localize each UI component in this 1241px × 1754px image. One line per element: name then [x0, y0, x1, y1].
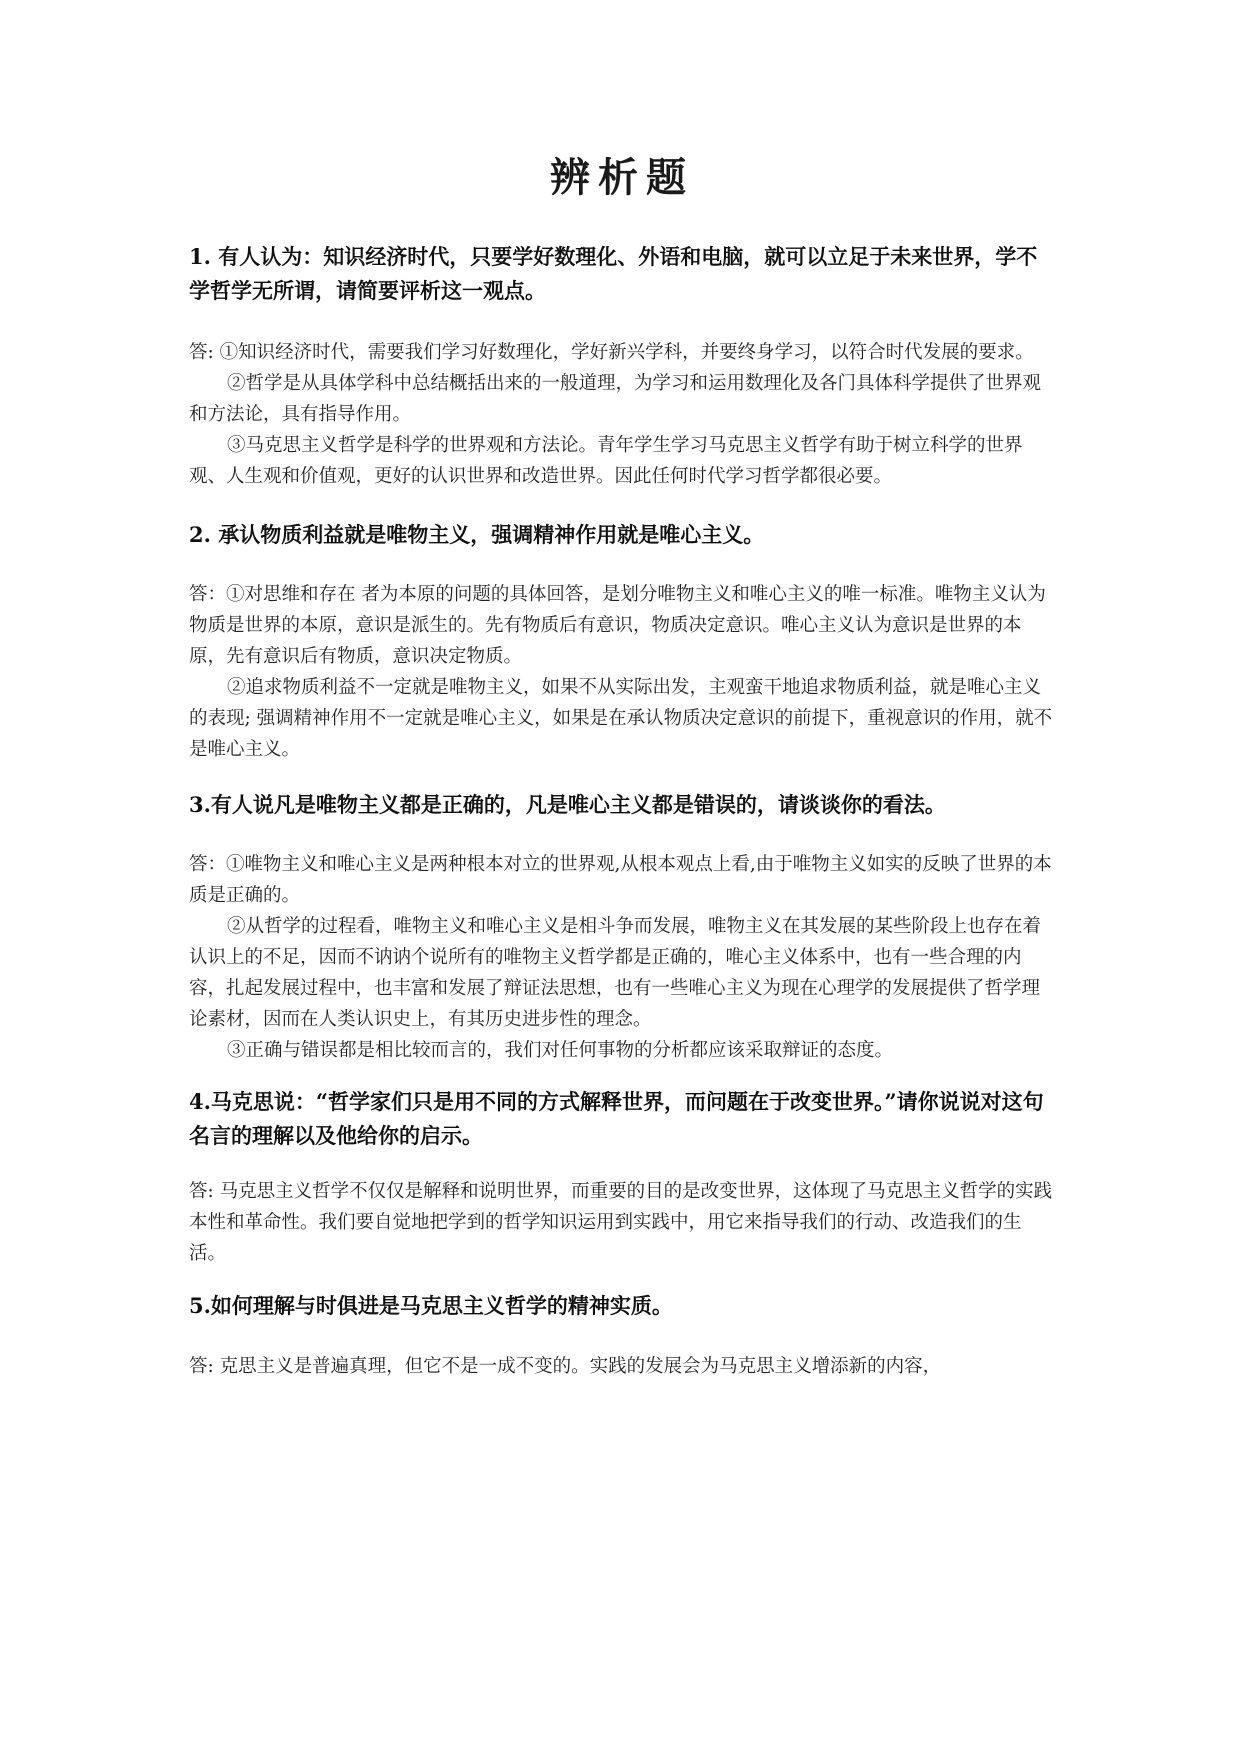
answer-2-paragraph-1: 答：①对思维和存在 者为本原的问题的具体回答，是划分唯物主义和唯心主义的唯一标准。唯物主义认为物质是世界的本原，意识是派生的。先有物质后有意识，物质决定意识。唯心主义认为意识是世界的本原，先有意识后有物质，意识决定物质。	[189, 584, 1046, 667]
answer-1	[189, 337, 1055, 492]
answer-5	[189, 1351, 1055, 1382]
answer-4-paragraph-1: 答: 马克思主义哲学不仅仅是解释和说明世界，而重要的目的是改变世界，这体现了马克思主义哲学的实践本性和革命性。我们要自觉地把学到的哲学知识运用到实践中，用它来指导我们的行动、改造我们的生活。	[189, 1181, 1053, 1264]
document-title: 辨析题	[550, 154, 694, 201]
question-1: 1. 有人认为：知识经济时代，只要学好数理化、外语和电脑，就可以立足于未来世界，学不学哲学无所谓，请简要评析这一观点。	[189, 244, 1038, 303]
question-5: 5.如何理解与时俱进是马克思主义哲学的精神实质。	[189, 1293, 673, 1318]
answer-1-paragraph-2: ②哲学是从具体学科中总结概括出来的一般道理，为学习和运用数理化及各门具体科学提供了世界观和方法论，具有指导作用。	[189, 373, 1042, 425]
question-2: 2. 承认物质利益就是唯物主义，强调精神作用就是唯心主义。	[189, 522, 765, 547]
answer-3-paragraph-1: 答：①唯物主义和唯心主义是两种根本对立的世界观,从根本观点上看,由于唯物主义如实的反映了世界的本质是正确的。	[189, 854, 1052, 906]
answer-1-paragraph-3: ③马克思主义哲学是科学的世界观和方法论。青年学生学习马克思主义哲学有助于树立科学的世界观、人生观和价值观，更好的认识世界和改造世界。因此任何时代学习哲学都很必要。	[189, 435, 1023, 487]
answer-1-paragraph-1: 答: ①知识经济时代，需要我们学习好数理化，学好新兴学科，并要终身学习，以符合时代发展的要求。	[189, 342, 1034, 363]
answer-2-paragraph-2: ②追求物质利益不一定就是唯物主义，如果不从实际出发，主观蛮干地追求物质利益，就是唯心主义的表现; 强调精神作用不一定就是唯心主义，如果是在承认物质决定意识的前提下，重视意识的作用，就不是唯心主义。	[189, 677, 1053, 760]
answer-3-paragraph-2: ②从哲学的过程看，唯物主义和唯心主义是相斗争而发展，唯物主义在其发展的某些阶段上也存在着认识上的不足，因而不讷讷个说所有的唯物主义哲学都是正确的，唯心主义体系中，也有一些合理的内容，扎起发展过程中，也丰富和发展了辩证法思想，也有一些唯心主义为现在心理学的发展提供了哲学理论素材，因而在人类认识史上，有其历史进步性的理念。	[189, 916, 1042, 1030]
question-4: 4.马克思说：“哲学家们只是用不同的方式解释世界，而问题在于改变世界。”请你说说对这句名言的理解以及他给你的启示。	[189, 1089, 1044, 1148]
answer-3-paragraph-3: ③正确与错误都是相比较而言的，我们对任何事物的分析都应该采取辩证的态度。	[227, 1040, 894, 1061]
answer-3	[189, 849, 1055, 1066]
answer-5-paragraph-1: 答: 克思主义是普遍真理，但它不是一成不变的。实践的发展会为马克思主义增添新的内容，	[189, 1356, 942, 1377]
answer-4	[189, 1176, 1055, 1269]
answer-2	[189, 579, 1055, 765]
question-3: 3.有人说凡是唯物主义都是正确的，凡是唯心主义都是错误的，请谈谈你的看法。	[189, 792, 946, 817]
document-page	[189, 150, 1055, 1382]
